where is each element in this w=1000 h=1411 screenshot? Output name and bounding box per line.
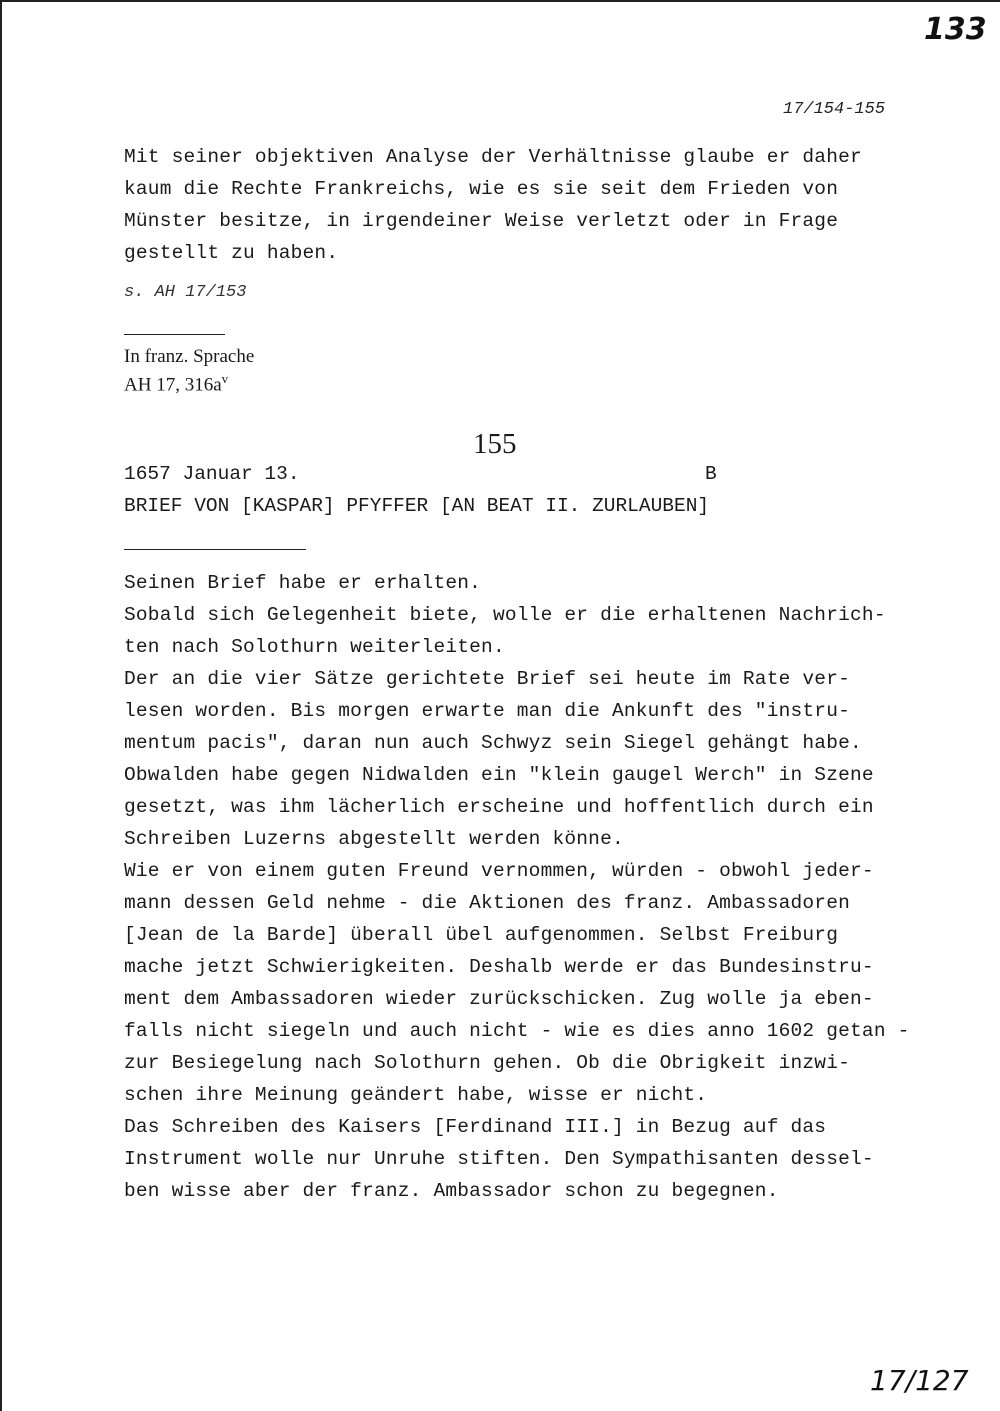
body-line: Wie er von einem guten Freund vernommen, würden - obwohl jeder- bbox=[124, 860, 874, 882]
body-line: mache jetzt Schwierigkeiten. Deshalb werde er das Bundesinstru- bbox=[124, 956, 874, 978]
cross-reference: s. AH 17/153 bbox=[124, 283, 247, 302]
body-line: Seinen Brief habe er erhalten. bbox=[124, 572, 482, 594]
entry-title: BRIEF VON [KASPAR] PFYFFER [AN BEAT II. ZURLAUBEN] bbox=[124, 495, 710, 517]
footnote-divider bbox=[124, 334, 225, 335]
handwritten-folio-number: 17/127 bbox=[870, 1364, 969, 1397]
handwritten-page-number: 133 bbox=[924, 12, 987, 47]
archive-source-prefix: AH 17, 316a bbox=[124, 374, 222, 396]
body-line: [Jean de la Barde] überall übel aufgenommen. Selbst Freiburg bbox=[124, 924, 839, 946]
archive-source bbox=[124, 371, 228, 396]
entry-date: 1657 Januar 13. bbox=[124, 463, 300, 485]
title-divider bbox=[124, 549, 306, 550]
body-line: falls nicht siegeln und auch nicht - wie es dies anno 1602 getan - bbox=[124, 1020, 910, 1042]
body-line: ben wisse aber der franz. Ambassador schon zu begegnen. bbox=[124, 1180, 779, 1202]
body-line: mann dessen Geld nehme - die Aktionen des franz. Ambassadoren bbox=[124, 892, 851, 914]
body-line: schen ihre Meinung geändert habe, wisse er nicht. bbox=[124, 1084, 708, 1106]
body-line: gesetzt, was ihm lächerlich erscheine und hoffentlich durch ein bbox=[124, 796, 874, 818]
body-line: ment dem Ambassadoren wieder zurückschicken. Zug wolle ja eben- bbox=[124, 988, 874, 1010]
body-line: ten nach Solothurn weiterleiten. bbox=[124, 636, 505, 658]
body-line: lesen worden. Bis morgen erwarte man die Ankunft des "instru- bbox=[124, 700, 851, 722]
archive-source-superscript: v bbox=[221, 371, 229, 386]
body-line: mentum pacis", daran nun auch Schwyz sein Siegel gehängt habe. bbox=[124, 732, 862, 754]
body-line: zur Besiegelung nach Solothurn gehen. Ob die Obrigkeit inzwi- bbox=[124, 1052, 851, 1074]
text-line: gestellt zu haben. bbox=[124, 242, 339, 264]
scan-border-left bbox=[0, 0, 2, 1411]
text-line: Mit seiner objektiven Analyse der Verhältnisse glaube er daher bbox=[124, 146, 862, 168]
text-line: Münster besitze, in irgendeiner Weise verletzt oder in Frage bbox=[124, 210, 839, 232]
text-line: kaum die Rechte Frankreichs, wie es sie seit dem Frieden von bbox=[124, 178, 839, 200]
entry-number: 155 bbox=[473, 428, 517, 460]
body-line: Der an die vier Sätze gerichtete Brief sei heute im Rate ver- bbox=[124, 668, 851, 690]
body-line: Sobald sich Gelegenheit biete, wolle er die erhaltenen Nachrich- bbox=[124, 604, 886, 626]
reference-number: 17/154-155 bbox=[783, 100, 886, 119]
entry-type-letter: B bbox=[705, 463, 717, 485]
body-line: Schreiben Luzerns abgestellt werden könne. bbox=[124, 828, 624, 850]
body-line: Instrument wolle nur Unruhe stiften. Den Sympathisanten dessel- bbox=[124, 1148, 874, 1170]
language-note: In franz. Sprache bbox=[124, 346, 255, 367]
body-line: Obwalden habe gegen Nidwalden ein "klein gaugel Werch" in Szene bbox=[124, 764, 874, 786]
scan-border-top bbox=[0, 0, 1000, 2]
body-line: Das Schreiben des Kaisers [Ferdinand III.] in Bezug auf das bbox=[124, 1116, 827, 1138]
